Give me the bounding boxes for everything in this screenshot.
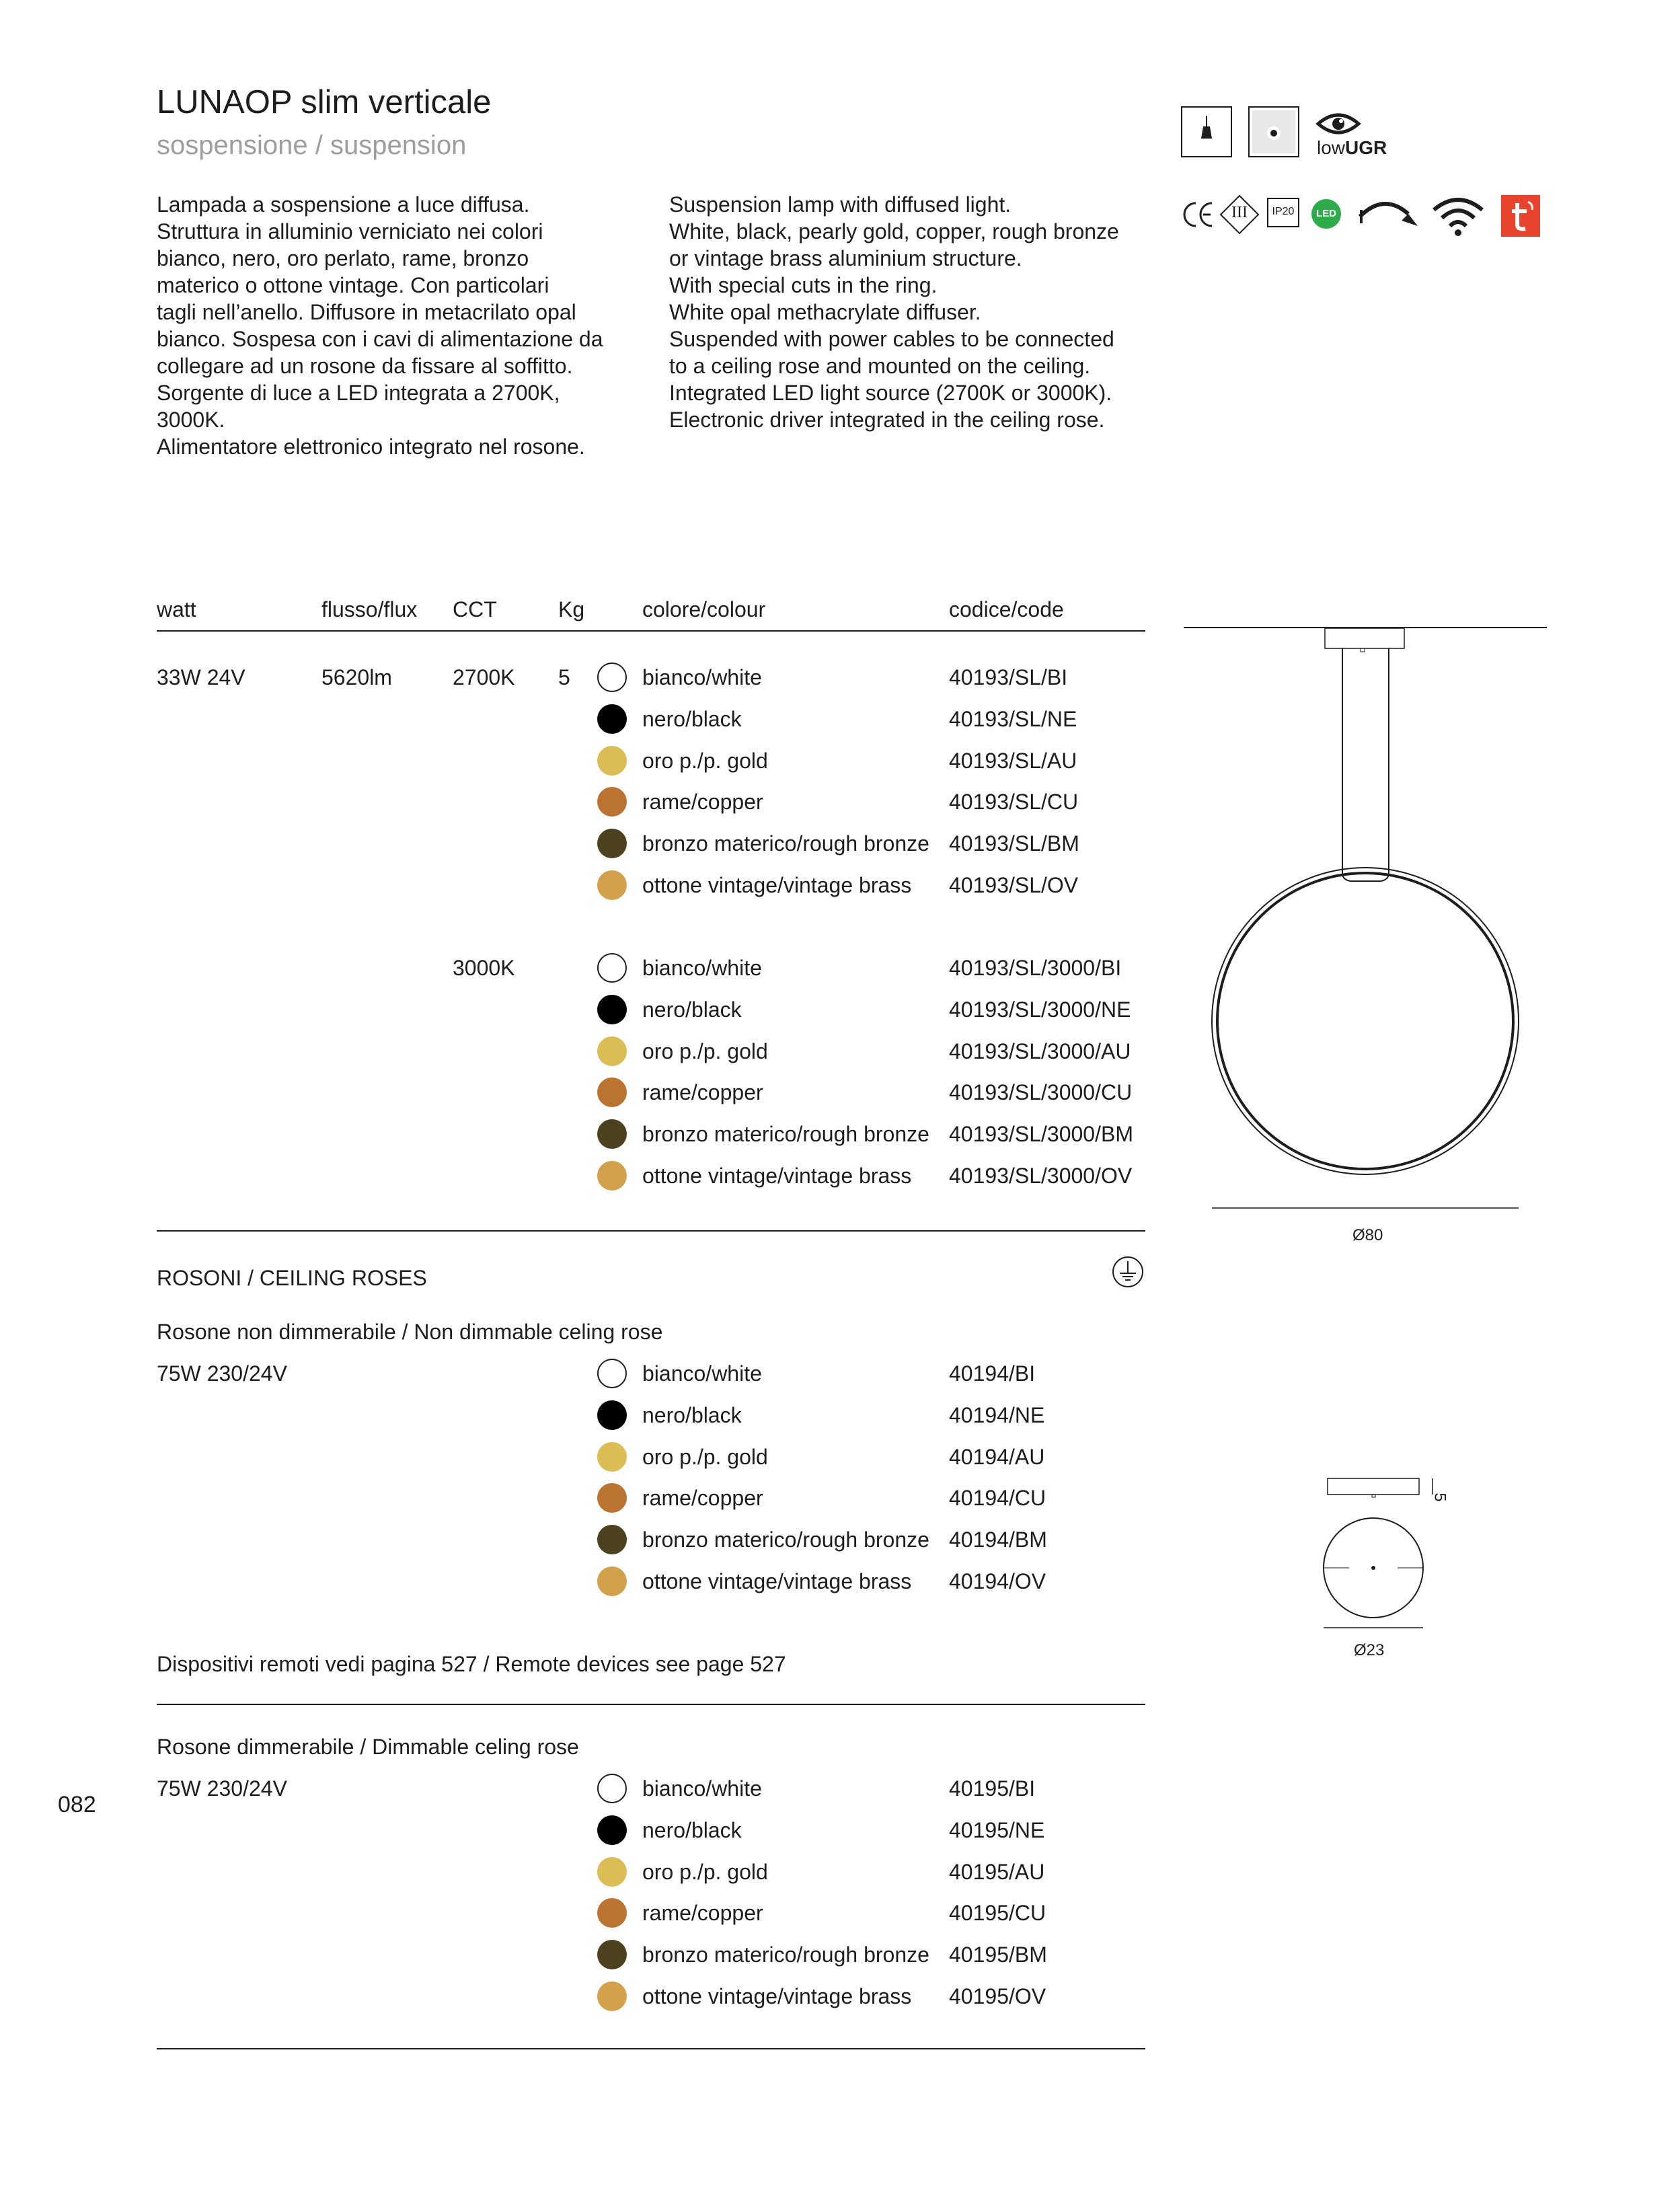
rose-non-dimmable-code: 40194/NE [949, 1402, 1045, 1427]
row-2700k-colour-label: bronzo materico/rough bronze [642, 831, 929, 856]
rose-non-dimmable-swatch [597, 1442, 627, 1472]
header-code: codice/code [949, 597, 1064, 621]
row-3000k-swatch [597, 995, 627, 1024]
row-2700k-swatch [597, 870, 627, 900]
header-cct: CCT [453, 597, 497, 621]
rose-non-dimmable-code: 40194/AU [949, 1444, 1045, 1469]
rose-dimmable-swatch [597, 1898, 627, 1928]
rose-non-dimmable-swatch [597, 1400, 627, 1430]
row-3000k-swatch [597, 953, 627, 983]
row-3000k-swatch [597, 1036, 627, 1066]
row-2700k-code: 40193/SL/BM [949, 831, 1079, 856]
lamp-technical-drawing [1170, 619, 1574, 1244]
row-kg: 5 [558, 665, 570, 689]
row-3000k-code: 40193/SL/3000/BI [949, 956, 1122, 980]
rose-dimmable-swatch [597, 1774, 627, 1803]
ground-symbol-icon [1111, 1255, 1145, 1289]
rose-non-dimmable-swatch [597, 1483, 627, 1513]
rose-dimmable-colour-label: rame/copper [642, 1901, 763, 1926]
low-ugr-label: lowUGR [1317, 137, 1387, 158]
row-2700k-code: 40193/SL/CU [949, 790, 1079, 815]
page-title: LUNAOP slim verticale [157, 84, 492, 120]
rose-dimmable-colour-label: bronzo materico/rough bronze [642, 1942, 929, 1967]
rose-non-dimmable-code: 40194/BM [949, 1527, 1047, 1552]
led-badge: LED [1311, 199, 1341, 229]
rose-non-dimmable-colour-label: bianco/white [642, 1361, 762, 1386]
rose-dimmable-colour-label: oro p./p. gold [642, 1859, 768, 1884]
rose-technical-drawing [1311, 1470, 1480, 1632]
rose-side-outline [1328, 1478, 1419, 1495]
class-iii-icon: III [1219, 194, 1260, 235]
rose-dimmable-code: 40195/CU [949, 1901, 1046, 1926]
ring-outer [1212, 868, 1519, 1174]
rose-non-dimmable-code: 40194/BI [949, 1361, 1036, 1386]
row-3000k-swatch [597, 1078, 627, 1107]
rose-dimmable-colour-label: bianco/white [642, 1776, 762, 1801]
rose-non-dimmable-colour-label: ottone vintage/vintage brass [642, 1569, 912, 1593]
row-2700k-swatch [597, 787, 627, 817]
rose-dimmable-colour-label: ottone vintage/vintage brass [642, 1984, 912, 2008]
lamp-diameter-label: Ø80 [1352, 1226, 1383, 1244]
row-3000k-colour-label: oro p./p. gold [642, 1039, 768, 1063]
rose-non-dimmable-swatch [597, 1567, 627, 1596]
rose-dimmable-code: 40195/NE [949, 1817, 1045, 1842]
rose-dimmable-colour-label: nero/black [642, 1817, 742, 1842]
rose-non-dimmable-swatch [597, 1359, 627, 1388]
header-flux: flusso/flux [321, 597, 418, 621]
rose-dimmable-code: 40195/AU [949, 1859, 1045, 1884]
row-3000k-code: 40193/SL/3000/AU [949, 1039, 1131, 1063]
rose-dimmable-code: 40195/OV [949, 1984, 1046, 2008]
row-2700k-swatch [597, 829, 627, 858]
row-3000k-swatch [597, 1119, 627, 1149]
rose-dimmable-swatch [597, 1982, 627, 2011]
rose-non-dimmable-swatch [597, 1525, 627, 1554]
rose-non-dimmable-code: 40194/OV [949, 1569, 1046, 1593]
rose-diameter-label: Ø23 [1354, 1641, 1385, 1659]
row-watt: 33W 24V [157, 665, 245, 689]
header-kg: Kg [558, 597, 585, 621]
wifi-icon [1431, 195, 1485, 237]
page-subtitle: sospensione / suspension [157, 130, 467, 160]
row-3000k-colour-label: rame/copper [642, 1080, 763, 1105]
row-2700k-colour-label: ottone vintage/vintage brass [642, 873, 912, 897]
row-2700k-code: 40193/SL/NE [949, 706, 1077, 731]
ceiling-rose-outline [1325, 628, 1404, 648]
diffused-light-icon [1248, 106, 1299, 157]
row-2700k-colour-label: rame/copper [642, 790, 763, 815]
table-end-rule [157, 1230, 1145, 1232]
row-2700k-swatch [597, 746, 627, 776]
rose-dimmable-code: 40195/BI [949, 1776, 1036, 1801]
rose-non-dimmable-colour-label: oro p./p. gold [642, 1444, 768, 1469]
rose-dimmable-code: 40195/BM [949, 1942, 1047, 1967]
remote-devices-note: Dispositivi remoti vedi pagina 527 / Remote devices see page 527 [157, 1652, 786, 1676]
dimmable-icon [1357, 194, 1424, 235]
row-2700k-colour-label: bianco/white [642, 665, 762, 689]
rose-dimmable-swatch [597, 1940, 627, 1969]
table-header-rule [157, 630, 1145, 632]
rose-non-dimmable-colour-label: nero/black [642, 1402, 742, 1427]
pendant-icon [1181, 106, 1232, 157]
description-italian: Lampada a sospensione a luce diffusa. Struttura in alluminio verniciato nei colori bianco, nero, oro perlato, rame, bronzo materico o ottone vintage. Con particolari tagli nell’anello. Diffusore in metacrilato opal bianco. Sospesa con i cavi di alimentazione da collegare ad un rosone da fissare al soffitto. Sorgente di luce a LED integrata a 2700K, 3000K. Alimentatore elettronico integrato nel rosone. [157, 192, 603, 459]
row-3000k-colour-label: ottone vintage/vintage brass [642, 1164, 912, 1188]
eye-icon [1315, 110, 1361, 137]
ring-inner [1217, 873, 1513, 1169]
header-colour: colore/colour [642, 597, 766, 621]
cct-2700: 2700K [453, 665, 515, 689]
rose-non-dimmable-colour-label: rame/copper [642, 1486, 763, 1511]
row-3000k-swatch [597, 1161, 627, 1191]
row-3000k-colour-label: bronzo materico/rough bronze [642, 1122, 929, 1147]
row-2700k-colour-label: oro p./p. gold [642, 748, 768, 773]
tuya-app-icon [1501, 195, 1540, 237]
rose-non-dimmable-code: 40194/CU [949, 1486, 1046, 1511]
row-2700k-swatch [597, 704, 627, 734]
row-3000k-colour-label: bianco/white [642, 956, 762, 980]
header-watt: watt [157, 597, 196, 621]
rose-dimmable-swatch [597, 1857, 627, 1887]
ce-mark-icon [1181, 198, 1216, 231]
roses-section-title: ROSONI / CEILING ROSES [157, 1266, 427, 1290]
row-3000k-code: 40193/SL/3000/OV [949, 1164, 1133, 1188]
page-number: 082 [58, 1792, 96, 1817]
row-3000k-code: 40193/SL/3000/NE [949, 997, 1131, 1022]
row-2700k-swatch [597, 663, 627, 692]
cct-3000: 3000K [453, 956, 515, 980]
ip20-badge: IP20 [1267, 198, 1299, 227]
row-flux: 5620lm [321, 665, 392, 689]
row-2700k-code: 40193/SL/AU [949, 748, 1077, 773]
row-3000k-code: 40193/SL/3000/BM [949, 1122, 1133, 1147]
row-3000k-code: 40193/SL/3000/CU [949, 1080, 1133, 1105]
row-3000k-colour-label: nero/black [642, 997, 742, 1022]
rose-centre-point [1371, 1566, 1375, 1570]
rose-dimmable-swatch [597, 1815, 627, 1845]
row-2700k-code: 40193/SL/BI [949, 665, 1068, 689]
description-english: Suspension lamp with diffused light. White, black, pearly gold, copper, rough bronze or vintage brass aluminium structure. With special cuts in the ring. White opal methacrylate diffuser. Suspended with power cables to be connected to a ceiling rose and mounted on the ceiling. Integrated LED light source (2700K or 3000K). Electronic driver integrated in the ceiling rose. [669, 192, 1119, 432]
non-dimmable-spec: 75W 230/24V [157, 1361, 287, 1386]
dimmable-spec: 75W 230/24V [157, 1776, 287, 1801]
rose-non-dimmable-colour-label: bronzo materico/rough bronze [642, 1527, 929, 1552]
dimmable-title: Rosone dimmerabile / Dimmable celing rose [157, 1735, 579, 1759]
non-dimmable-title: Rosone non dimmerabile / Non dimmable celing rose [157, 1320, 663, 1344]
rose-height-label: 5 [1430, 1493, 1449, 1502]
roses-mid-rule [157, 1704, 1145, 1705]
row-2700k-colour-label: nero/black [642, 706, 742, 731]
page-bottom-rule [157, 2048, 1145, 2049]
row-2700k-code: 40193/SL/OV [949, 873, 1079, 897]
